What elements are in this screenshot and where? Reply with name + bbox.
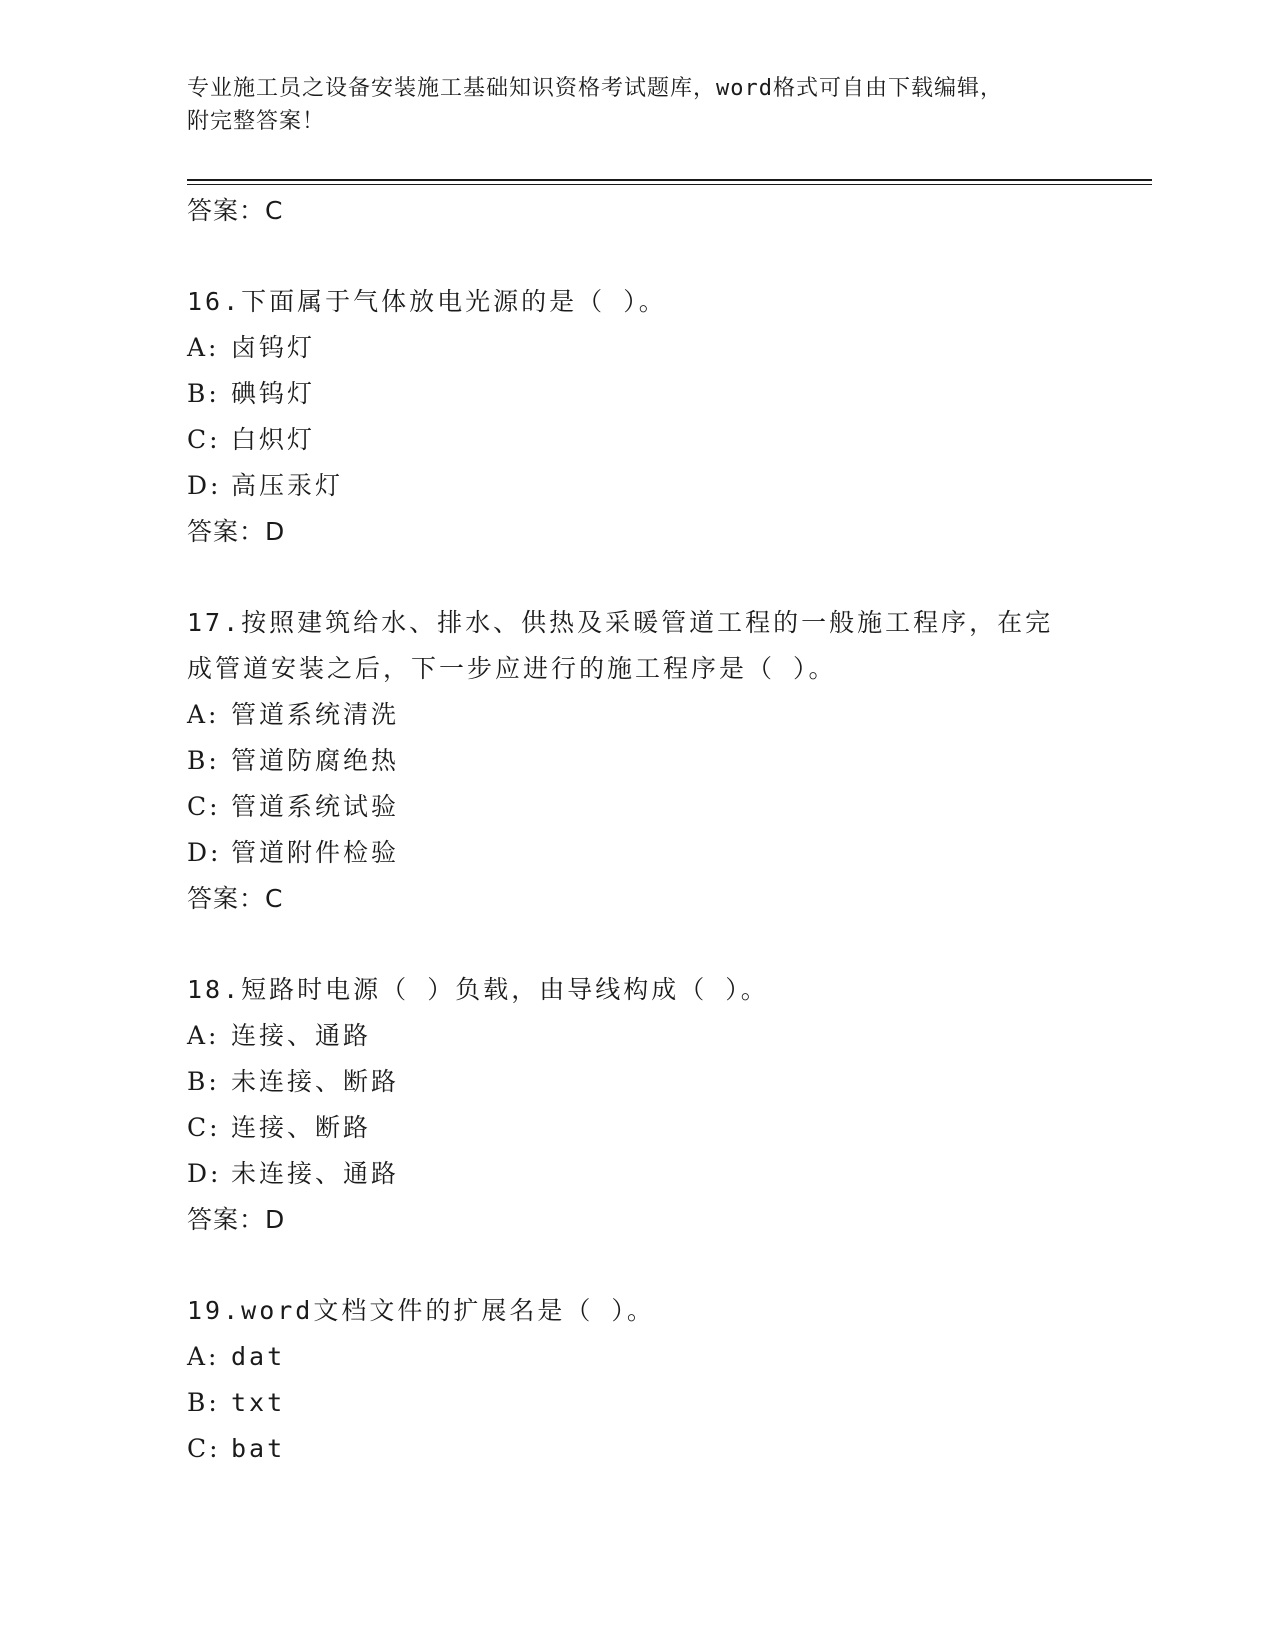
option-a xyxy=(187,325,1087,371)
spacer xyxy=(187,922,1087,967)
option-c xyxy=(187,1426,1087,1472)
answer-line-q17: 答案：C xyxy=(187,884,284,913)
option-key: A: xyxy=(187,700,220,729)
option-text: 碘钨灯 xyxy=(231,379,316,408)
option-key: D: xyxy=(187,1159,222,1188)
option-key: B: xyxy=(187,1067,220,1096)
option-key: A: xyxy=(187,1021,220,1050)
option-a xyxy=(187,692,1087,738)
document-header xyxy=(187,72,1087,138)
option-text: txt xyxy=(231,1388,286,1417)
header-title-line-1: 专业施工员之设备安装施工基础知识资格考试题库，word格式可自由下载编辑， xyxy=(187,76,1003,101)
option-key: A: xyxy=(187,333,220,362)
option-key: C: xyxy=(187,792,221,821)
question-block-19 xyxy=(187,1288,1087,1472)
option-c xyxy=(187,784,1087,830)
header-divider-thin xyxy=(187,184,1152,185)
option-text: 管道系统试验 xyxy=(231,792,400,821)
option-key: D: xyxy=(187,471,222,500)
question-text-17-line-1: 17.按照建筑给水、排水、供热及采暖管道工程的一般施工程序，在完 xyxy=(187,608,1054,637)
option-text: 高压汞灯 xyxy=(231,471,344,500)
option-key: D: xyxy=(187,838,222,867)
question-block-17 xyxy=(187,600,1087,922)
option-text: 管道附件检验 xyxy=(231,838,400,867)
answer-line-q16: 答案：D xyxy=(187,517,286,546)
option-d xyxy=(187,830,1087,876)
option-text: 管道防腐绝热 xyxy=(231,746,400,775)
spacer xyxy=(187,555,1087,600)
spacer xyxy=(187,234,1087,279)
question-block-18 xyxy=(187,967,1087,1243)
option-b xyxy=(187,1380,1087,1426)
option-key: C: xyxy=(187,1434,221,1463)
option-d xyxy=(187,1151,1087,1197)
option-key: B: xyxy=(187,379,220,408)
option-text: 未连接、通路 xyxy=(231,1159,400,1188)
question-text-16: 16.下面属于气体放电光源的是（ ）。 xyxy=(187,287,667,316)
question-text-18: 18.短路时电源（ ）负载，由导线构成（ ）。 xyxy=(187,975,769,1004)
option-text: 卤钨灯 xyxy=(231,333,316,362)
header-title-line-2: 附完整答案！ xyxy=(187,109,326,134)
option-text: 连接、通路 xyxy=(231,1021,372,1050)
answer-line-q15: 答案：C xyxy=(187,196,284,225)
option-text: 白炽灯 xyxy=(231,425,316,454)
option-key: C: xyxy=(187,425,221,454)
option-text: 未连接、断路 xyxy=(231,1067,400,1096)
option-b xyxy=(187,1059,1087,1105)
question-block-16 xyxy=(187,279,1087,555)
option-b xyxy=(187,738,1087,784)
option-key: A: xyxy=(187,1342,220,1371)
option-key: B: xyxy=(187,746,220,775)
option-text: 连接、断路 xyxy=(231,1113,372,1142)
header-divider-thick xyxy=(187,179,1152,181)
option-key: B: xyxy=(187,1388,220,1417)
document-body xyxy=(187,188,1087,1472)
option-d xyxy=(187,463,1087,509)
option-a xyxy=(187,1013,1087,1059)
spacer xyxy=(187,1243,1087,1288)
option-c xyxy=(187,1105,1087,1151)
question-text-19: 19.word文档文件的扩展名是（ ）。 xyxy=(187,1296,655,1325)
option-text: 管道系统清洗 xyxy=(231,700,400,729)
option-text: bat xyxy=(231,1434,286,1463)
option-b xyxy=(187,371,1087,417)
option-text: dat xyxy=(231,1342,286,1371)
option-c xyxy=(187,417,1087,463)
option-a xyxy=(187,1334,1087,1380)
question-text-17-line-2: 成管道安装之后，下一步应进行的施工程序是（ ）。 xyxy=(187,654,837,683)
option-key: C: xyxy=(187,1113,221,1142)
answer-line-q18: 答案：D xyxy=(187,1205,286,1234)
